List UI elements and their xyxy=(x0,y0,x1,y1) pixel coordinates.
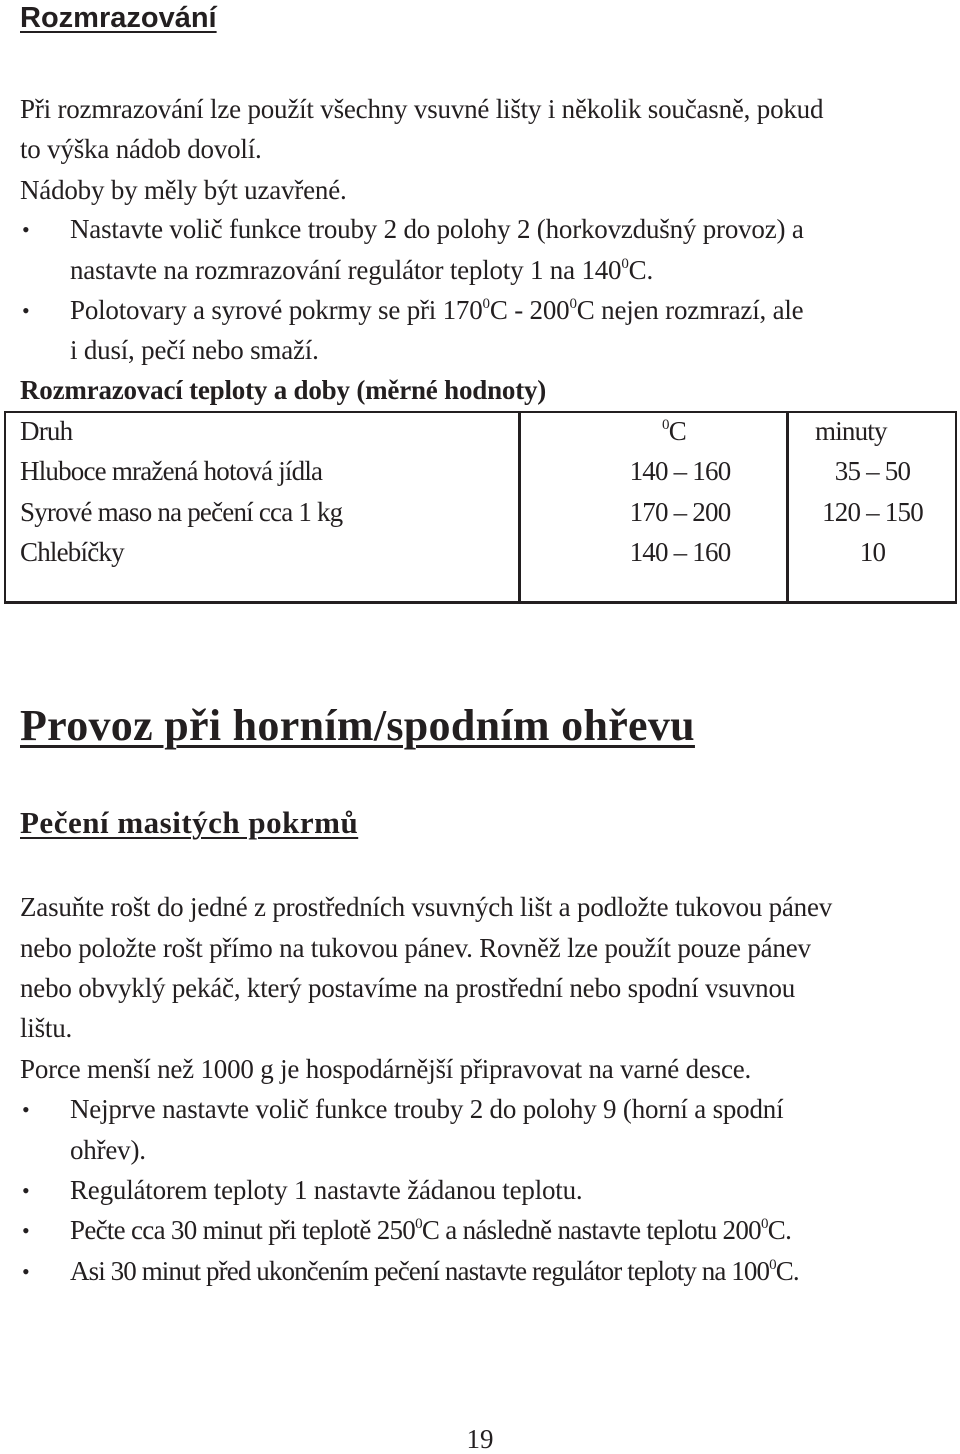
bullet-line: Pečte cca 30 minut při teplotě $250^0C$ a následně nastavte teplotu $200^0C$. xyxy=(70,1215,792,1245)
paragraph-line: Nádoby by měly být uzavřené. xyxy=(20,175,347,205)
table-cell-druh: Chlebíčky xyxy=(20,537,124,567)
section-heading-rozmrazovani: Rozmrazování xyxy=(20,2,217,34)
bullet-line: Asi 30 minut před ukončením pečení nastavte regulátor teploty na $100^0C$. xyxy=(70,1256,799,1286)
paragraph-line: Zasuňte rošt do jedné z prostředních vsuvných lišt a podložte tukovou pánev xyxy=(20,892,833,922)
bullet-line: Polotovary a syrové pokrmy se při $170^0C - 200^0C$ nejen rozmrazí, ale xyxy=(70,295,804,325)
bullet-line: Nejprve nastavte volič funkce trouby 2 do polohy 9 (horní a spodní xyxy=(70,1094,784,1124)
subsection-heading-peceni: Pečení masitých pokrmů xyxy=(20,805,359,840)
page-number: 19 xyxy=(466,1424,494,1454)
table-divider xyxy=(518,411,521,604)
bullet-icon: • xyxy=(22,1218,30,1243)
table-title: Rozmrazovací teploty a doby (měrné hodnoty) xyxy=(20,375,547,405)
paragraph-line: lištu. xyxy=(20,1013,73,1043)
table-header-minutes: minuty xyxy=(815,416,887,446)
bullet-line: Regulátorem teploty 1 nastavte žádanou teplotu. xyxy=(70,1175,583,1205)
bullet-icon: • xyxy=(22,1178,30,1203)
bullet-icon: • xyxy=(22,1259,30,1284)
table-header-druh: Druh xyxy=(20,416,73,446)
table-cell-temp: 170 – 200 xyxy=(629,497,731,527)
bullet-icon: • xyxy=(22,217,30,242)
paragraph-line: to výška nádob dovolí. xyxy=(20,134,262,164)
paragraph-line: nebo položte rošt přímo na tukovou pánev. Rovněž lze použít pouze pánev xyxy=(20,933,811,963)
bullet-icon: • xyxy=(22,1097,30,1122)
paragraph-line: Porce menší než 1000 g je hospodárnější připravovat na varné desce. xyxy=(20,1054,752,1084)
bullet-icon: • xyxy=(22,298,30,323)
table-header-temp: $^0$C xyxy=(662,416,686,446)
table-cell-minutes: 35 – 50 xyxy=(834,456,911,486)
bullet-line: i dusí, pečí nebo smaží. xyxy=(70,335,319,365)
section-heading-provoz: Provoz při horním/spodním ohřevu xyxy=(20,701,695,750)
bullet-line: Nastavte volič funkce trouby 2 do polohy 2 (horkovzdušný provoz) a xyxy=(70,214,804,244)
bullet-line: nastavte na rozmrazování regulátor teploty 1 na $140^0C$. xyxy=(70,255,654,285)
table-cell-temp: 140 – 160 xyxy=(629,456,731,486)
table-cell-minutes: 10 xyxy=(859,537,886,567)
table-cell-druh: Syrové maso na pečení cca 1 kg xyxy=(20,497,343,527)
bullet-line: ohřev). xyxy=(70,1135,146,1165)
table-cell-minutes: 120 – 150 xyxy=(822,497,923,527)
paragraph-line: Při rozmrazování lze použít všechny vsuvné lišty i několik současně, pokud xyxy=(20,94,824,124)
table-cell-temp: 140 – 160 xyxy=(629,537,731,567)
table-cell-druh: Hluboce mražená hotová jídla xyxy=(20,456,323,486)
paragraph-line: nebo obvyklý pekáč, který postavíme na prostřední nebo spodní vsuvnou xyxy=(20,973,796,1003)
